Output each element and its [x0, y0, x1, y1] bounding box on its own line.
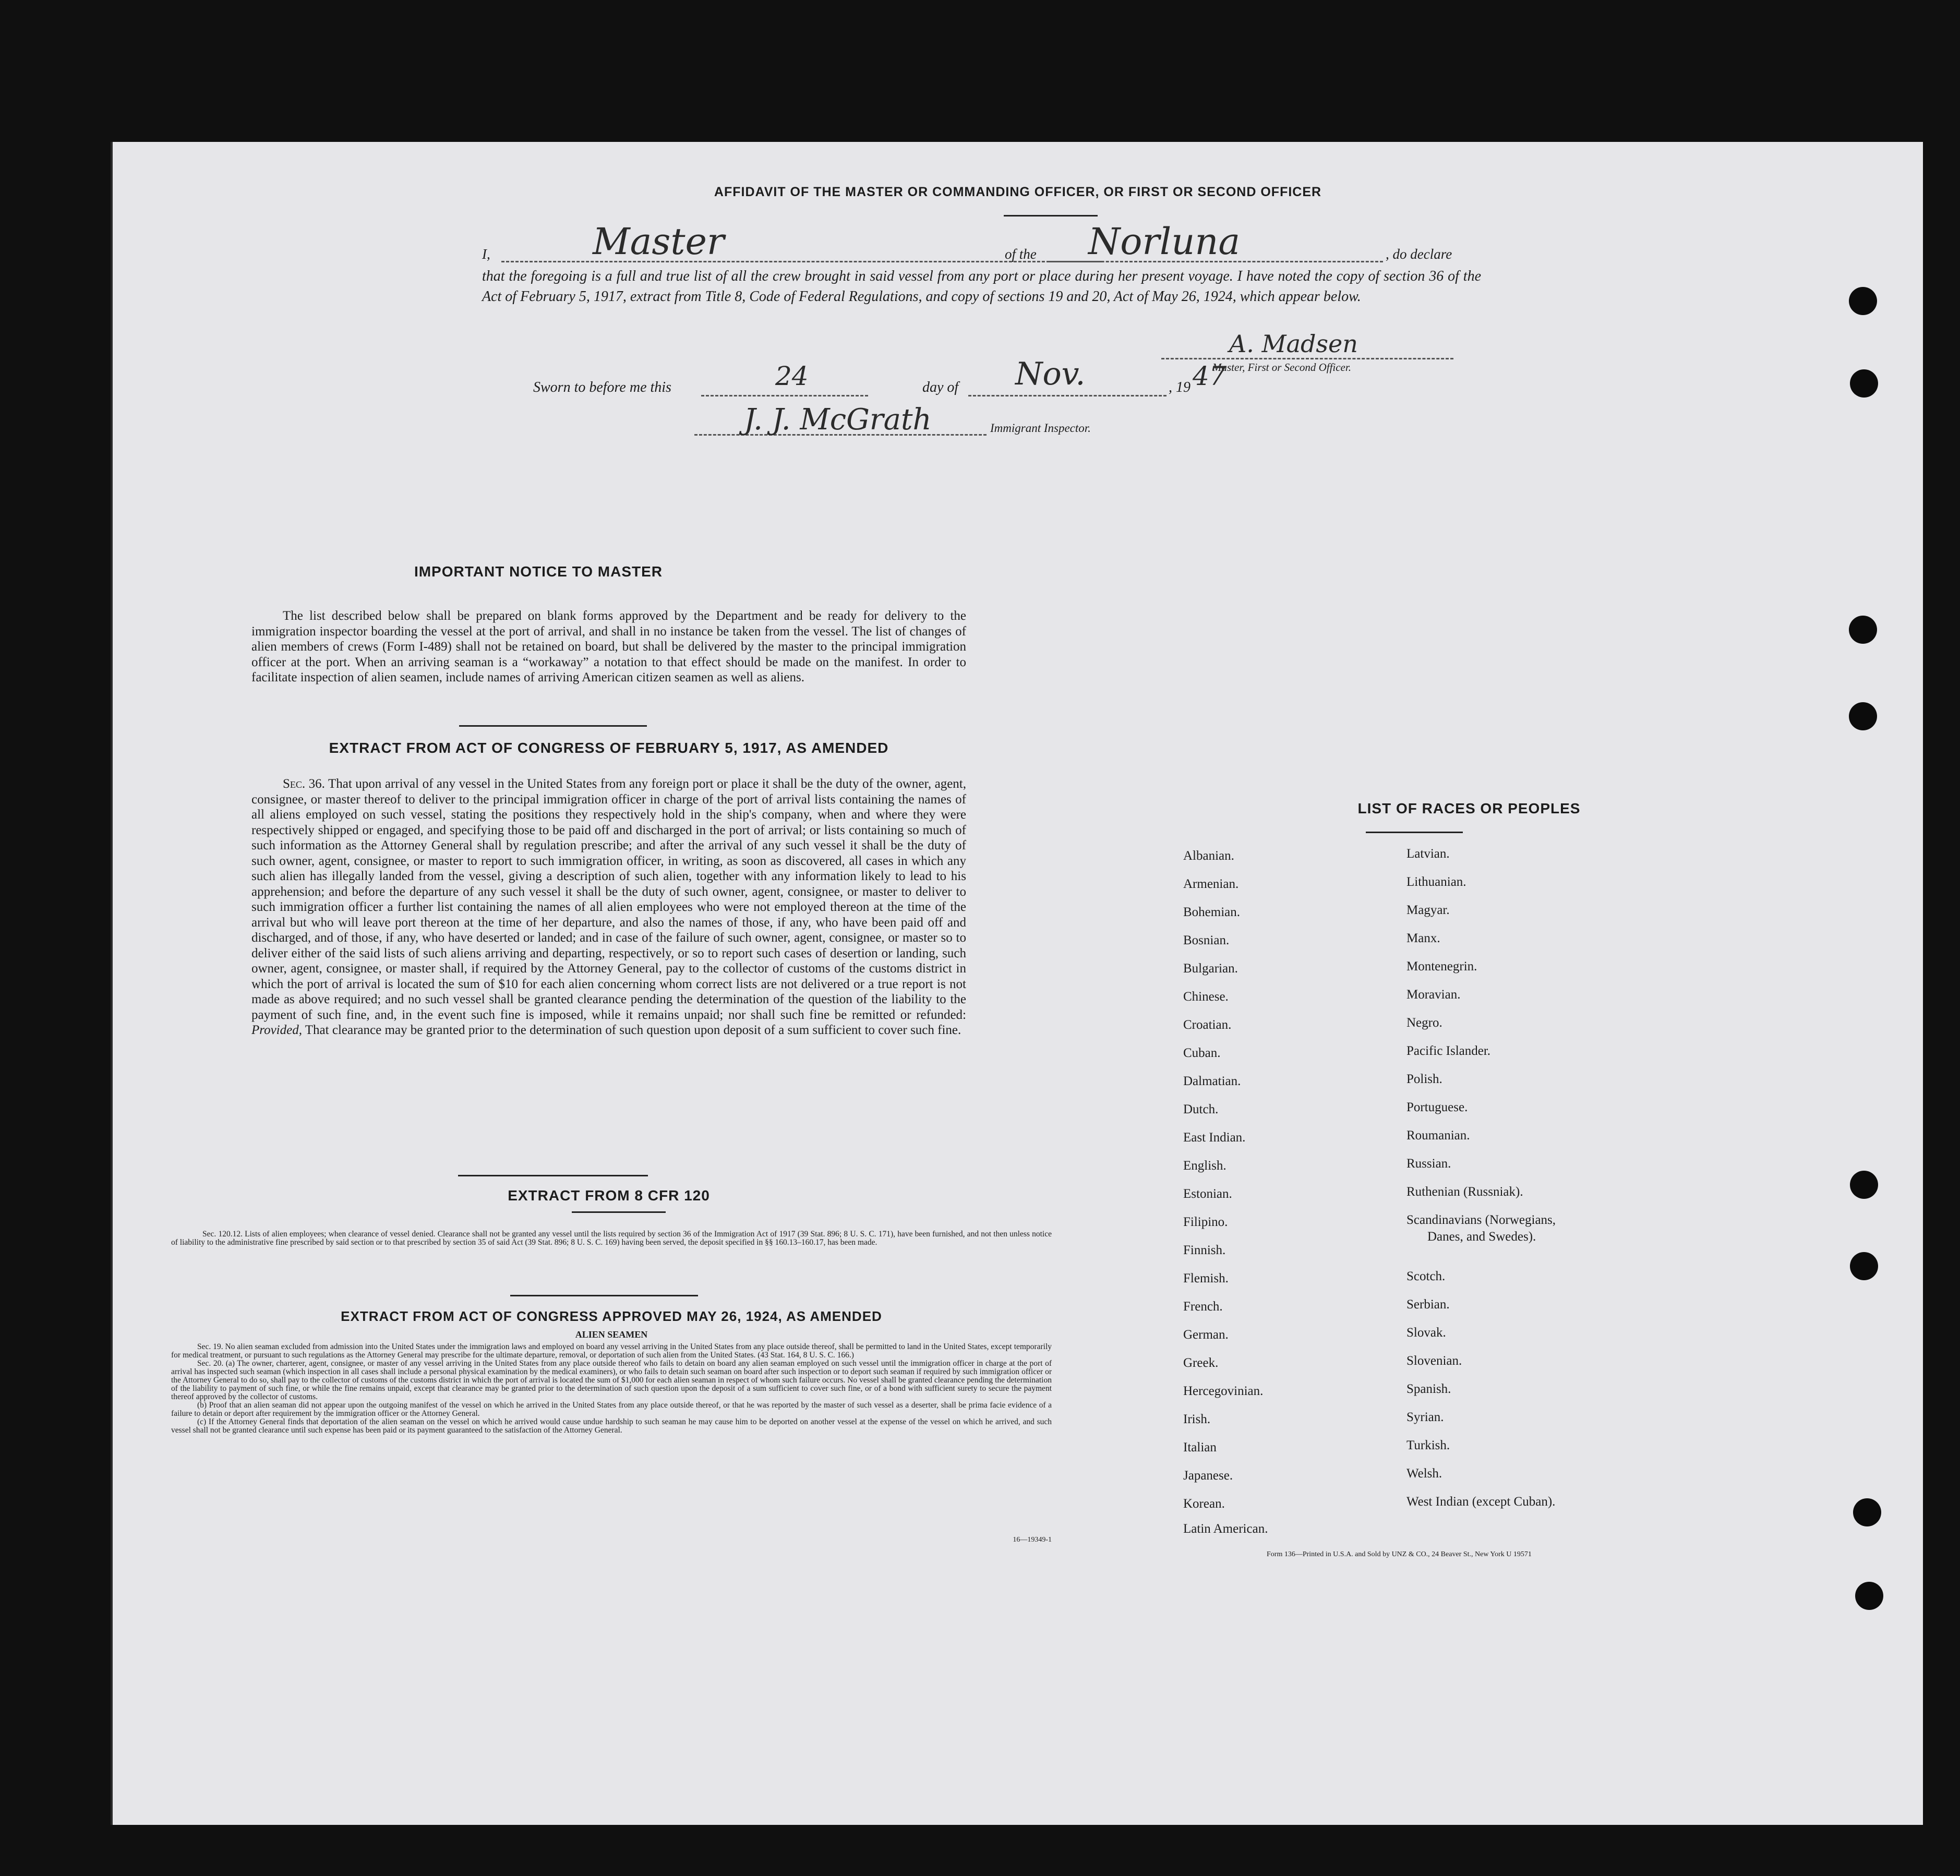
cfr-rule [510, 1295, 698, 1296]
of-the-label: of the [1005, 246, 1037, 262]
race-item: Latin American. [1183, 1522, 1268, 1536]
race-item: Estonian. [1183, 1187, 1232, 1201]
punch-hole [1855, 1582, 1883, 1610]
affidavit-title: AFFIDAVIT OF THE MASTER OR COMMANDING OFFICER, OR FIRST OR SECOND OFFICER [714, 185, 1322, 199]
print-code: 16—19349-1 [1013, 1536, 1052, 1544]
race-item: Serbian. [1406, 1297, 1450, 1312]
sec-20a-text: Sec. 20. (a) The owner, charterer, agent, consignee, or master of any vessel arriving in the United States from any place outside thereof who fails to detain on board any alien seaman employed on such vessel until the immigration officer in charge at the port of arrival has inspected such seaman (which inspection in all cases shall include a personal physical examination by the medical examiners), or who fails to detain such seaman on board after such inspection or to deport such seaman if required by such immigration officer or the Attorney General to do so, shall pay to the collector of customs of the customs district in which the port of arrival is located the sum of $1,000 for each alien seaman in respect of whom such failure occurs. No vessel shall be granted clearance pending the determination of the liability to payment of such fine, or while the fine remains unpaid, except that clearance may be granted prior to the determination of such question upon the deposit of a sum sufficient to cover such fine, or of a bond with sufficient surety to secure the payment thereof approved by the collector of customs. [171, 1359, 1052, 1401]
race-item: Cuban. [1183, 1046, 1221, 1060]
race-item: Finnish. [1183, 1243, 1226, 1257]
cfr-title-rule [572, 1211, 666, 1213]
race-item: Korean. [1183, 1497, 1225, 1511]
race-item: Russian. [1406, 1157, 1451, 1171]
inspector-label: Immigrant Inspector. [990, 422, 1091, 435]
race-item: Portuguese. [1406, 1100, 1468, 1114]
race-item: Slovenian. [1406, 1354, 1462, 1368]
sworn-month-handwriting: Nov. [1015, 356, 1086, 392]
race-item: Spanish. [1406, 1382, 1451, 1396]
declaration-text: that the foregoing is a full and true list of all the crew brought in said vessel from any port or place during her present voyage. I have noted the copy of section 36 of the Act of February 5, 1917, extract from Title 8, Code of Federal Regulations, and copy of sections 19 and 20, Act of May 26, 1924, which appear below. [482, 268, 1481, 305]
race-item: Bulgarian. [1183, 961, 1238, 976]
proviso-label: Provided, [251, 1023, 302, 1037]
extract-1917-text [251, 776, 966, 1038]
notice-text: The list described below shall be prepared on blank forms approved by the Department and be ready for delivery to the immigration inspector boarding the vessel at the port of arrival, and shall in no instance be taken from the vessel. The list of changes of alien members of crews (Form I-489) shall not be retained on board, but shall be delivered by the master to the principal immigration officer at the port. When an arriving seaman is a “workaway” a notation to that effect should be made on the manifest. In order to facilitate inspection of alien seamen, include names of arriving American citizen seamen as well as aliens. [251, 609, 966, 684]
sec-36-body: That upon arrival of any vessel in the United States from any foreign port or place it shall be the duty of the owner, agent, consignee, or master thereof to deliver to the principal immigration officer in charge of the port of arrival lists containing the names of all aliens employed on such vessel, stating the positions they respectively hold in the ship's company, when and where they were respectively shipped or engaged, and specifying those to be paid off and discharged in the port of arrival; or lists containing so much of such information as the Attorney General shall by regulation prescribe; and after the arrival of any such vessel it shall be the duty of such owner, agent, consignee, or master to report to such immigration officer, in writing, as soon as discovered, all cases in which any such alien has illegally landed from the vessel, giving a description of such alien, together with any information likely to lead to his apprehension; and before the departure of any such vessel it shall be the duty of such owner, agent, consignee, or master to deliver to such immigration officer a further list containing the names of all alien employees who were not employed thereon at the time of the arrival but who will leave port thereon at the time of her departure, and also the names of those, if any, who have been paid off and discharged, and of those, if any, who have deserted or landed; and in case of the failure of such owner, agent, consignee, or master so to deliver either of the said lists of such aliens arriving and departing, respectively, or so to report such cases of desertion or landing, such owner, agent, consignee, or master shall, if required by the Attorney General, pay to the collector of customs of the customs district in which the port of arrival is located the sum of $10 for each alien concerning whom correct lists are not delivered or a true report is not made as above required; and no such vessel shall be granted clearance pending the determination of the question of the liability to the payment of such fine, and, in the event such fine is imposed, while it remains unpaid; nor shall such fine be remitted or refunded: [251, 777, 966, 1022]
race-item: Italian [1183, 1440, 1217, 1454]
race-item: Armenian. [1183, 877, 1239, 891]
race-item: Greek. [1183, 1356, 1219, 1370]
cfr-title: EXTRACT FROM 8 CFR 120 [508, 1187, 710, 1204]
race-item: Dutch. [1183, 1102, 1219, 1116]
races-rule [1366, 832, 1463, 833]
do-declare-label: , do declare [1386, 246, 1452, 262]
race-item: Croatian. [1183, 1018, 1232, 1032]
race-item: Lithuanian. [1406, 875, 1466, 889]
race-item: Slovak. [1406, 1326, 1446, 1340]
punch-hole [1850, 369, 1878, 398]
race-item: Roumanian. [1406, 1128, 1470, 1143]
punch-hole [1850, 1252, 1878, 1280]
race-item: Japanese. [1183, 1469, 1233, 1483]
race-item: Scotch. [1406, 1269, 1446, 1283]
sec-36-label: Sec. 36. [283, 777, 325, 791]
notice-rule [459, 725, 647, 727]
title-rule [1004, 215, 1098, 217]
race-item: Hercegovinian. [1183, 1384, 1264, 1398]
punch-hole [1849, 616, 1877, 644]
race-item: Filipino. [1183, 1215, 1228, 1229]
race-item: Ruthenian (Russniak). [1406, 1185, 1523, 1199]
race-item: Irish. [1183, 1412, 1211, 1426]
notice-title: IMPORTANT NOTICE TO MASTER [414, 563, 663, 580]
race-item: Flemish. [1183, 1271, 1229, 1285]
race-item: Welsh. [1406, 1466, 1442, 1481]
day-line [701, 395, 868, 396]
master-signature: A. Madsen [1229, 330, 1358, 358]
race-item: Bosnian. [1183, 933, 1230, 947]
sec-20c-text: (c) If the Attorney General finds that deportation of the alien seaman on the vessel on which he arrived would cause undue hardship to such seaman he may cause him to be deported on another vessel at the expense of the vessel on which he arrived, and such vessel shall not be granted clearance until such expense has been paid or its payment guaranteed to the satisfaction of the Attorney General. [171, 1417, 1052, 1435]
signature-line [1161, 358, 1453, 359]
punch-hole [1849, 287, 1877, 315]
race-item: Turkish. [1406, 1438, 1450, 1452]
race-item: Bohemian. [1183, 905, 1241, 919]
race-item: Pacific Islander. [1406, 1044, 1491, 1058]
race-item: German. [1183, 1328, 1229, 1342]
form-sheet [111, 142, 1923, 1825]
race-item: East Indian. [1183, 1131, 1246, 1145]
race-item: Chinese. [1183, 990, 1229, 1004]
punch-hole [1849, 702, 1877, 730]
inspector-signature: J. J. McGrath [744, 403, 932, 437]
race-item: Negro. [1406, 1016, 1442, 1030]
race-item: Dalmatian. [1183, 1074, 1241, 1088]
extract-1924-subtitle: ALIEN SEAMEN [575, 1329, 648, 1340]
race-item: Danes, and Swedes). [1427, 1230, 1536, 1244]
race-item: Scandinavians (Norwegians, [1406, 1213, 1556, 1227]
sworn-day-handwriting: 24 [775, 361, 809, 391]
race-item: Latvian. [1406, 847, 1450, 861]
race-item: Syrian. [1406, 1410, 1444, 1424]
day-of-label: day of [922, 379, 959, 395]
month-line [968, 395, 1167, 396]
race-item: Montenegrin. [1406, 959, 1477, 973]
sec-19-text: Sec. 19. No alien seaman excluded from admission into the United States under the immigration laws and employed on board any vessel arriving in the United States from any place outside thereof, shall be permitted to land in the United States, except temporarily for medical treatment, or pursuant to such regulations as the Attorney General may prescribe for the ultimate departure, removal, or deportation of such alien from the United States. (43 Stat. 164, 8 U. S. C. 166.) [171, 1342, 1052, 1360]
declarant-handwriting: Master [593, 220, 725, 263]
extract-1924-title: EXTRACT FROM ACT OF CONGRESS APPROVED MAY 26, 1924, AS AMENDED [341, 1308, 882, 1324]
race-item: Albanian. [1183, 849, 1234, 863]
extract-1924-body [171, 1343, 1052, 1435]
race-item: Magyar. [1406, 903, 1450, 917]
punch-hole [1853, 1498, 1881, 1526]
race-item: Moravian. [1406, 988, 1461, 1002]
race-item: West Indian (except Cuban). [1406, 1495, 1556, 1509]
vessel-name-handwriting: Norluna [1088, 220, 1241, 263]
i-label: I, [482, 246, 490, 262]
cfr-text: Sec. 120.12. Lists of alien employees; when clearance of vessel denied. Clearance shall not be granted any vessel until the lists required by section 36 of the Immigration Act of 1917 (39 Stat. 896; 8 U. S. C. 171), have been furnished, and not then unless notice of liability to the administrative fine prescribed by said section or to that prescribed by section 35 of said Act (39 Stat. 896; 8 U. S. C. 169) having been served, the deposit specified in §§ 160.13–160.17, has been made. [171, 1230, 1052, 1247]
races-title: LIST OF RACES OR PEOPLES [1357, 800, 1581, 816]
race-item: Manx. [1406, 931, 1440, 945]
year-handwriting: 47 [1193, 361, 1226, 391]
race-item: French. [1183, 1300, 1223, 1314]
extract-1917-title: EXTRACT FROM ACT OF CONGRESS OF FEBRUARY 5, 1917, AS AMENDED [329, 740, 889, 756]
race-item: English. [1183, 1159, 1226, 1173]
extract-1917-rule [458, 1175, 648, 1176]
sworn-label: Sworn to before me this [533, 379, 671, 395]
race-item: Polish. [1406, 1072, 1442, 1086]
signature-label: Master, First or Second Officer. [1212, 361, 1351, 374]
sec-20b-text: (b) Proof that an alien seaman did not appear upon the outgoing manifest of the vessel on which he arrived in the United States from any place outside thereof, or that he was reported by the master of such vessel as a deserter, shall be prima facie evidence of a failure to detain or deport after requirement by the immigration officer or the Attorney General. [171, 1401, 1052, 1418]
punch-hole [1850, 1171, 1878, 1199]
year-prefix: , 19 [1169, 379, 1191, 395]
form-footer: Form 136—Printed in U.S.A. and Sold by UNZ & CO., 24 Beaver St., New York U 19571 [1267, 1550, 1532, 1558]
proviso-text: That clearance may be granted prior to the determination of such question upon deposit of a sum sufficient to cover such fine. [305, 1023, 961, 1037]
